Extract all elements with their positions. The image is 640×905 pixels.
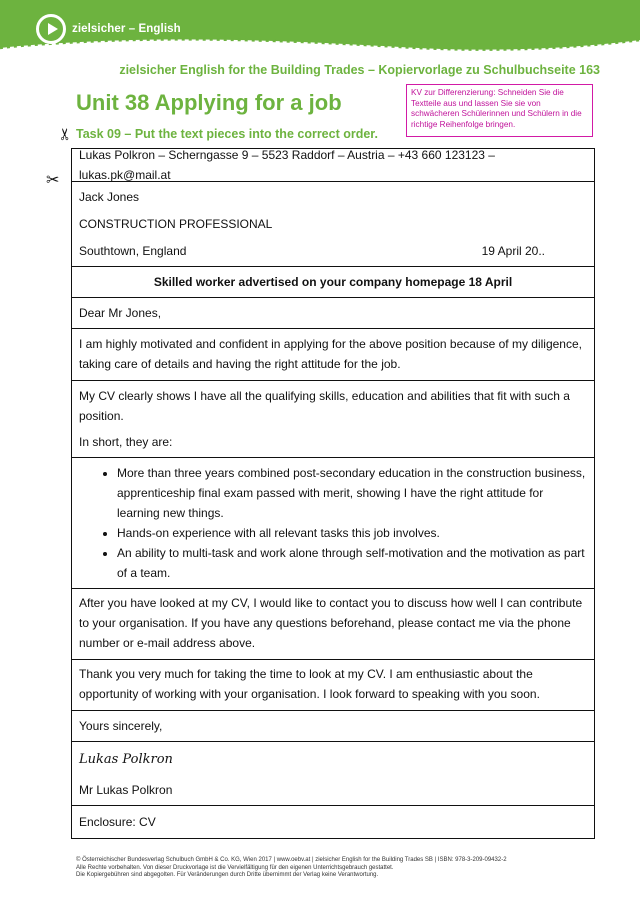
thanks-piece	[72, 659, 594, 710]
footer-line: Alle Rechte vorbehalten. Von dieser Druckvorlage ist die Vervielfältigung für den eigenen Unterrichtsgebrauch gestattet.	[76, 864, 394, 871]
subject-piece	[72, 266, 594, 297]
header-line: zielsicher English for the Building Trades – Kopiervorlage zu Schulbuchseite 163	[119, 63, 600, 77]
thanks-paragraph: Thank you very much for taking the time to look at my CV. I am enthusiastic about the opportunity of working with your organisation. I look forward to speaking with you soon.	[79, 667, 540, 701]
sender-piece	[72, 149, 594, 181]
footer-line: Die Kopiergebühren sind abgegolten. Für Veränderungen durch Dritte übernimmt der Verlag keine Verantwortung.	[76, 872, 379, 878]
brand-logo	[36, 14, 181, 44]
salutation: Dear Mr Jones,	[79, 306, 162, 320]
cv-line: My CV clearly shows I have all the qualifying skills, education and abilities that fit with such a position.	[79, 389, 570, 423]
list-item: • An ability to multi-task and work alone through self-motivation and the motivation as part of a team.	[117, 543, 587, 583]
page-title: Unit 38 Applying for a job	[76, 90, 342, 115]
recipient-city: Southtown, England	[79, 244, 187, 258]
printed-name: Mr Lukas Polkron	[79, 783, 173, 797]
teacher-note: KV zur Differenzierung: Schneiden Sie die Textteile aus und lassen Sie sie von schwächeren Schülerinnen und Schülern in die richtige Reihenfolge bringen.	[406, 84, 593, 137]
footer-line: © Österreichischer Bundesverlag Schulbuch GmbH & Co. KG, Wien 2017 | www.oebv.at | zielsicher English for the Building Trades SB | ISBN: 978-3-209-09432-2	[76, 857, 507, 863]
recipient-name: Jack Jones	[79, 190, 140, 204]
contact-piece	[72, 588, 594, 659]
header-banner	[0, 0, 640, 58]
subject-line: Skilled worker advertised on your company homepage 18 April	[153, 275, 513, 289]
intro-piece	[72, 328, 594, 380]
letter-date: 19 April 20..	[481, 244, 545, 258]
cv-piece	[72, 380, 594, 457]
task-instruction: Task 09 – Put the text pieces into the correct order.	[76, 127, 378, 141]
signature: Lukas Polkron	[79, 752, 173, 767]
footer	[76, 857, 507, 880]
recipient-piece	[72, 181, 594, 266]
contact-paragraph: After you have looked at my CV, I would like to contact you to discuss how well I can contribute to your organisation. If you have any questions beforehand, please contact me via the phone number or e-mail address above.	[79, 596, 583, 650]
enclosure: Enclosure: CV	[79, 815, 156, 829]
letter-pieces	[71, 148, 595, 839]
cv-line: In short, they are:	[79, 435, 173, 449]
city-date-row	[79, 241, 587, 261]
closing-piece	[72, 710, 594, 741]
scissors-icon: ✂	[57, 127, 75, 141]
skills-list	[79, 463, 587, 583]
signature-piece	[72, 741, 594, 805]
play-icon	[36, 14, 66, 44]
salutation-piece	[72, 297, 594, 328]
intro-paragraph: I am highly motivated and confident in applying for the above position because of my diligence, taking care of details and having the right attitude for the job.	[79, 337, 582, 371]
closing: Yours sincerely,	[79, 719, 163, 733]
enclosure-piece	[72, 805, 594, 838]
recipient-company: CONSTRUCTION PROFESSIONAL	[79, 217, 273, 231]
brand-name: zielsicher – English	[72, 23, 181, 35]
sender-line: Lukas Polkron – Scherngasse 9 – 5523 Raddorf – Austria – +43 660 123123 – lukas.pk@mail.at	[79, 148, 495, 182]
bullets-piece	[72, 457, 594, 588]
list-item: • Hands-on experience with all relevant tasks this job involves.	[117, 523, 587, 543]
list-item: • More than three years combined post-secondary education in the construction business, apprenticeship final exam passed with merit, showing I have the right attitude for learning new things.	[117, 463, 587, 523]
scissors-icon: ✂	[46, 172, 60, 189]
